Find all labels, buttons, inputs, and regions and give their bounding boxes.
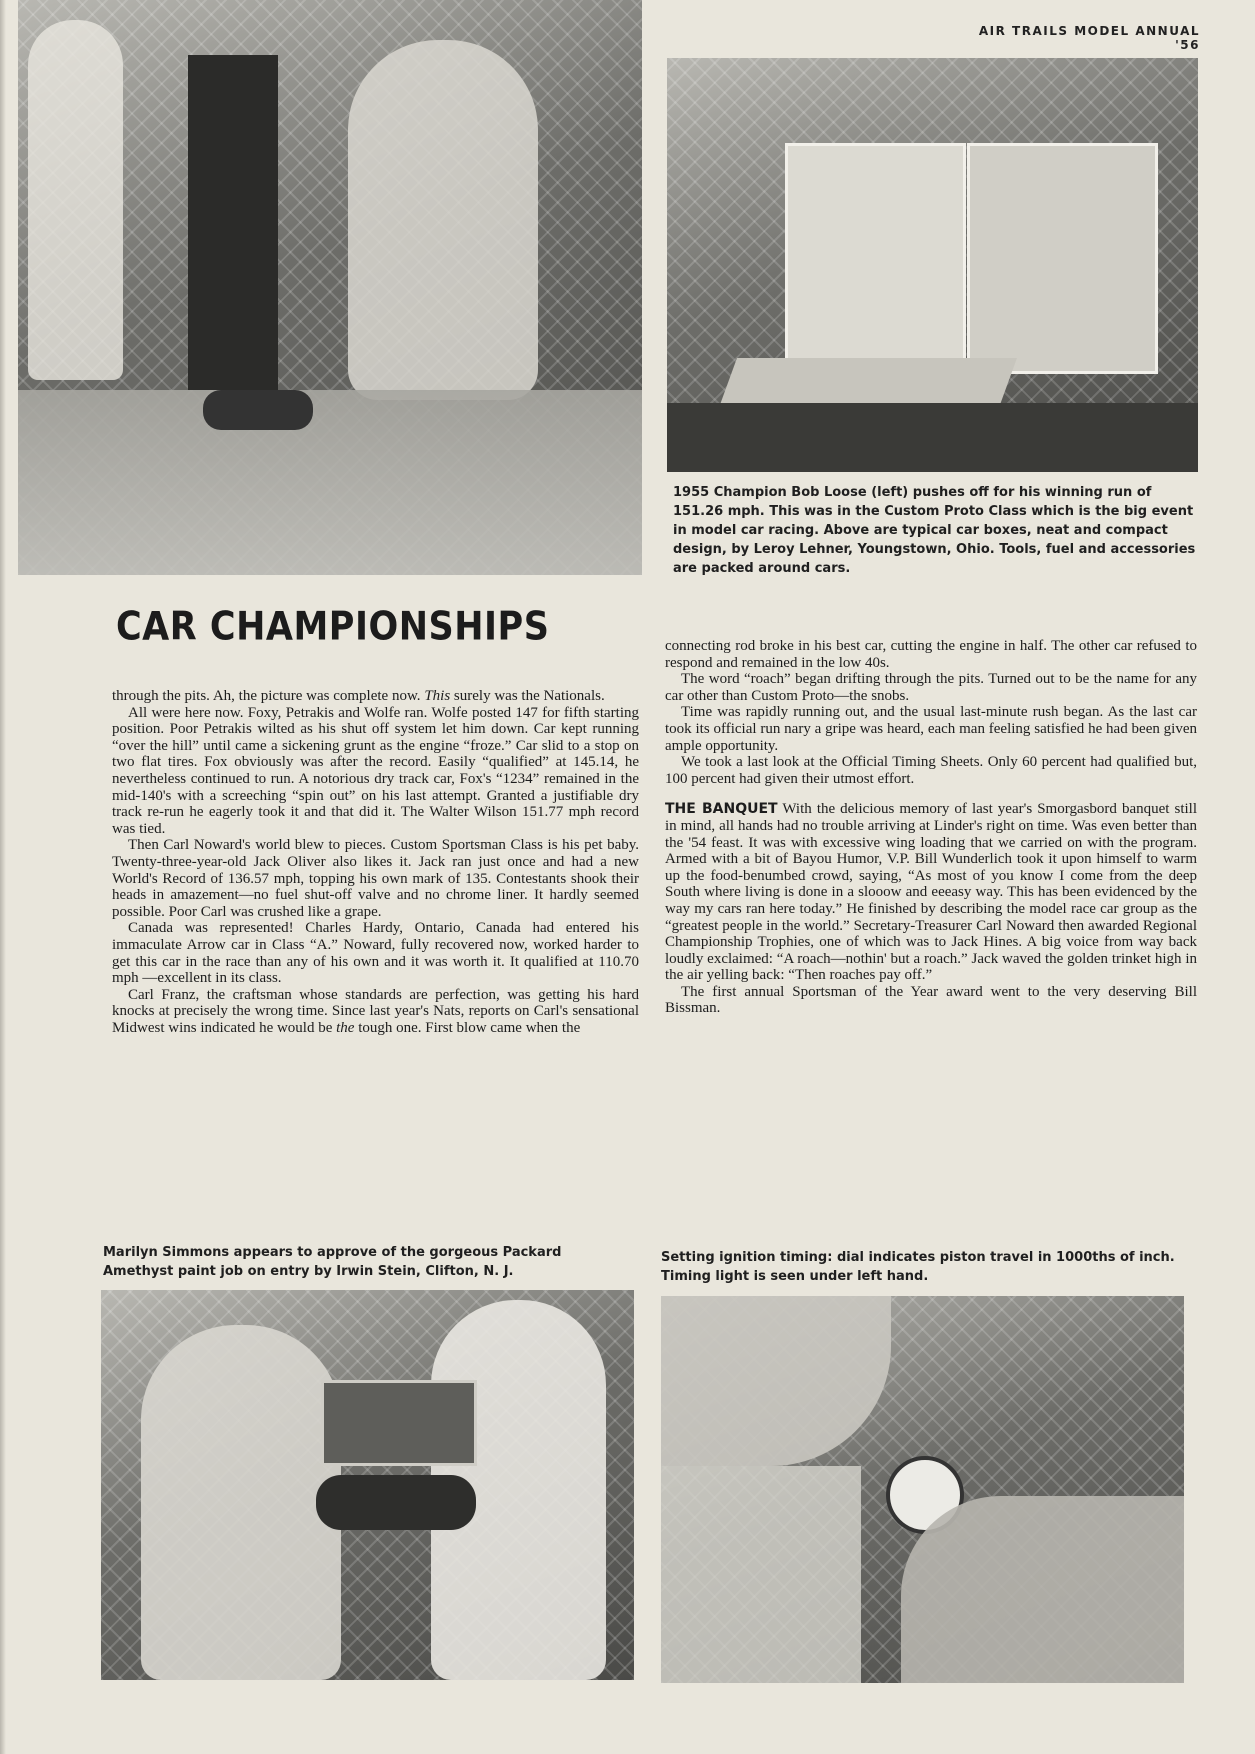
text-run: Carl Franz, the craftsman whose standards are perfection, was getting his hard knocks at precisely the wrong time. Since last year's Nats, reports on Carl's sensational Midwest wins indicated he would be bbox=[112, 986, 639, 1036]
text-run: surely was the Nationals. bbox=[450, 688, 605, 704]
photo-racer-figure bbox=[348, 40, 538, 400]
text-run: With the delicious memory of last year's Smorgasbord banquet still in mind, all hands had no trouble arriving at Linder's right on time. Was even better than the '54 feast. It was with excessive wing loading that we carried on with the program. Armed with a bit of Bayou Humor, V.P. Bill Wunderlich took it upon himself to warm up the food-benumbed crowd, saying, “As most of you know I come from the deep South where living is done in a slooow and eeeasy way. This has been evidenced by the way my cars ran here today.” He finished by describing the model race car group as the “greatest people in the world.” Secretary-Treasurer Carl Noward then awarded Regional Championship Trophies, one of which was to Jack Hines. A big voice from way back loudly exclaimed: “A roach—nothin' but a roach.” Jack waved the golden trinket high in the air yelling back: “Then roaches pay off.” bbox=[665, 801, 1198, 984]
paragraph: We took a last look at the Official Timing Sheets. Only 60 percent had qualified but, 100 percent had given their utmost effort. bbox=[665, 754, 1197, 787]
page-spine-shadow bbox=[0, 0, 6, 1754]
paragraph: Time was rapidly running out, and the usual last-minute rush began. As the last car took its official run nary a gripe was heard, each man feeling satisfied he had been given ample opportunity. bbox=[665, 704, 1197, 754]
text-run: tough one. First blow came when the bbox=[354, 1019, 581, 1036]
photo-ignition-timing bbox=[661, 1296, 1184, 1683]
paragraph: Canada was represented! Charles Hardy, Ontario, Canada had entered his immaculate Arrow car in Class “A.” Noward, fully recovered now, worked harder to get this car in the race than any of his own and it was worth it. It qualified at 110.70 mph —excellent in its class. bbox=[112, 920, 639, 987]
photo-post-shape bbox=[188, 55, 278, 390]
text-run: through the pits. Ah, the picture was complete now. bbox=[112, 688, 425, 704]
photo-car-boxes bbox=[667, 58, 1198, 472]
photo-toolbox bbox=[321, 1380, 477, 1466]
caption-bottom-left: Marilyn Simmons appears to approve of the gorgeous Packard Amethyst paint job on entry by Irwin Stein, Clifton, N. J. bbox=[103, 1245, 562, 1279]
running-head: AIR TRAILS MODEL ANNUAL '56 bbox=[978, 24, 1200, 52]
photo-car-chassis bbox=[901, 1496, 1184, 1683]
article-column-left bbox=[112, 688, 639, 1036]
photo-box-right bbox=[967, 143, 1158, 374]
paragraph: Then Carl Noward's world blew to pieces. Custom Sportsman Class is his pet baby. Twenty-three-year-old Jack Oliver also likes it. Jack ran just once and had a new World's Record of 136.57 mph, topping his own mark of 135. Contestants shook their heads in amazement—no fuel shut-off valve and no chrome liner. It hardly seemed possible. Poor Carl was crushed like a grape. bbox=[112, 837, 639, 920]
paragraph bbox=[112, 688, 639, 705]
article-column-right bbox=[665, 638, 1197, 1017]
paragraph: connecting rod broke in his best car, cutting the engine in half. The other car refused to respond and remained in the low 40s. bbox=[665, 638, 1197, 671]
photo-model-car bbox=[203, 390, 313, 430]
paragraph bbox=[112, 987, 639, 1037]
section-subhead: THE BANQUET bbox=[665, 801, 778, 818]
photo-marilyn-simmons bbox=[101, 1290, 634, 1680]
photo-woman-figure bbox=[141, 1325, 341, 1680]
photo-model-car bbox=[316, 1475, 476, 1530]
emphasis: the bbox=[336, 1019, 355, 1036]
headline: CAR CHAMPIONSHIPS bbox=[116, 605, 550, 650]
photo-box-left bbox=[785, 143, 966, 374]
photo-table bbox=[667, 403, 1198, 472]
photo-racer-push-off bbox=[18, 0, 642, 575]
paragraph: All were here now. Foxy, Petrakis and Wolfe ran. Wolfe posted 147 for fifth starting position. Poor Petrakis wilted as his shut off system let him down. Car kept running “over the hill” until came a sickening grunt as the engine “froze.” Car slid to a stop on two flat tires. Fox obviously was after the record. Easily “qualified” at 145.14, he nevertheless continued to run. A notorious dry track car, Fox's “1234” remained in the mid-140's with a screeching “spin out” on his last attempt. Granted a justifiable dry track re-run he eagerly took it and that did it. The Walter Wilson 151.77 mph record was tied. bbox=[112, 704, 639, 837]
emphasis: This bbox=[424, 688, 451, 704]
photo-bystander-figure bbox=[28, 20, 123, 380]
paragraph bbox=[665, 801, 1197, 984]
photo-track-ground bbox=[18, 390, 642, 575]
caption-top: 1955 Champion Bob Loose (left) pushes off for his winning run of 151.26 mph. This was in the Custom Proto Class which is the big event in model car racing. Above are typical car boxes, neat and compact design, by Leroy Lehner, Youngstown, Ohio. Tools, fuel and accessories are packed around cars. bbox=[673, 485, 1196, 576]
paragraph: The word “roach” began drifting through the pits. Turned out to be the name for any car other than Custom Proto—the snobs. bbox=[665, 671, 1197, 704]
photo-hands bbox=[661, 1296, 891, 1466]
photo-cloth bbox=[661, 1466, 861, 1683]
paragraph: The first annual Sportsman of the Year award went to the very deserving Bill Bissman. bbox=[665, 983, 1197, 1017]
caption-bottom-right: Setting ignition timing: dial indicates piston travel in 1000ths of inch. Timing light is seen under left hand. bbox=[661, 1250, 1175, 1284]
